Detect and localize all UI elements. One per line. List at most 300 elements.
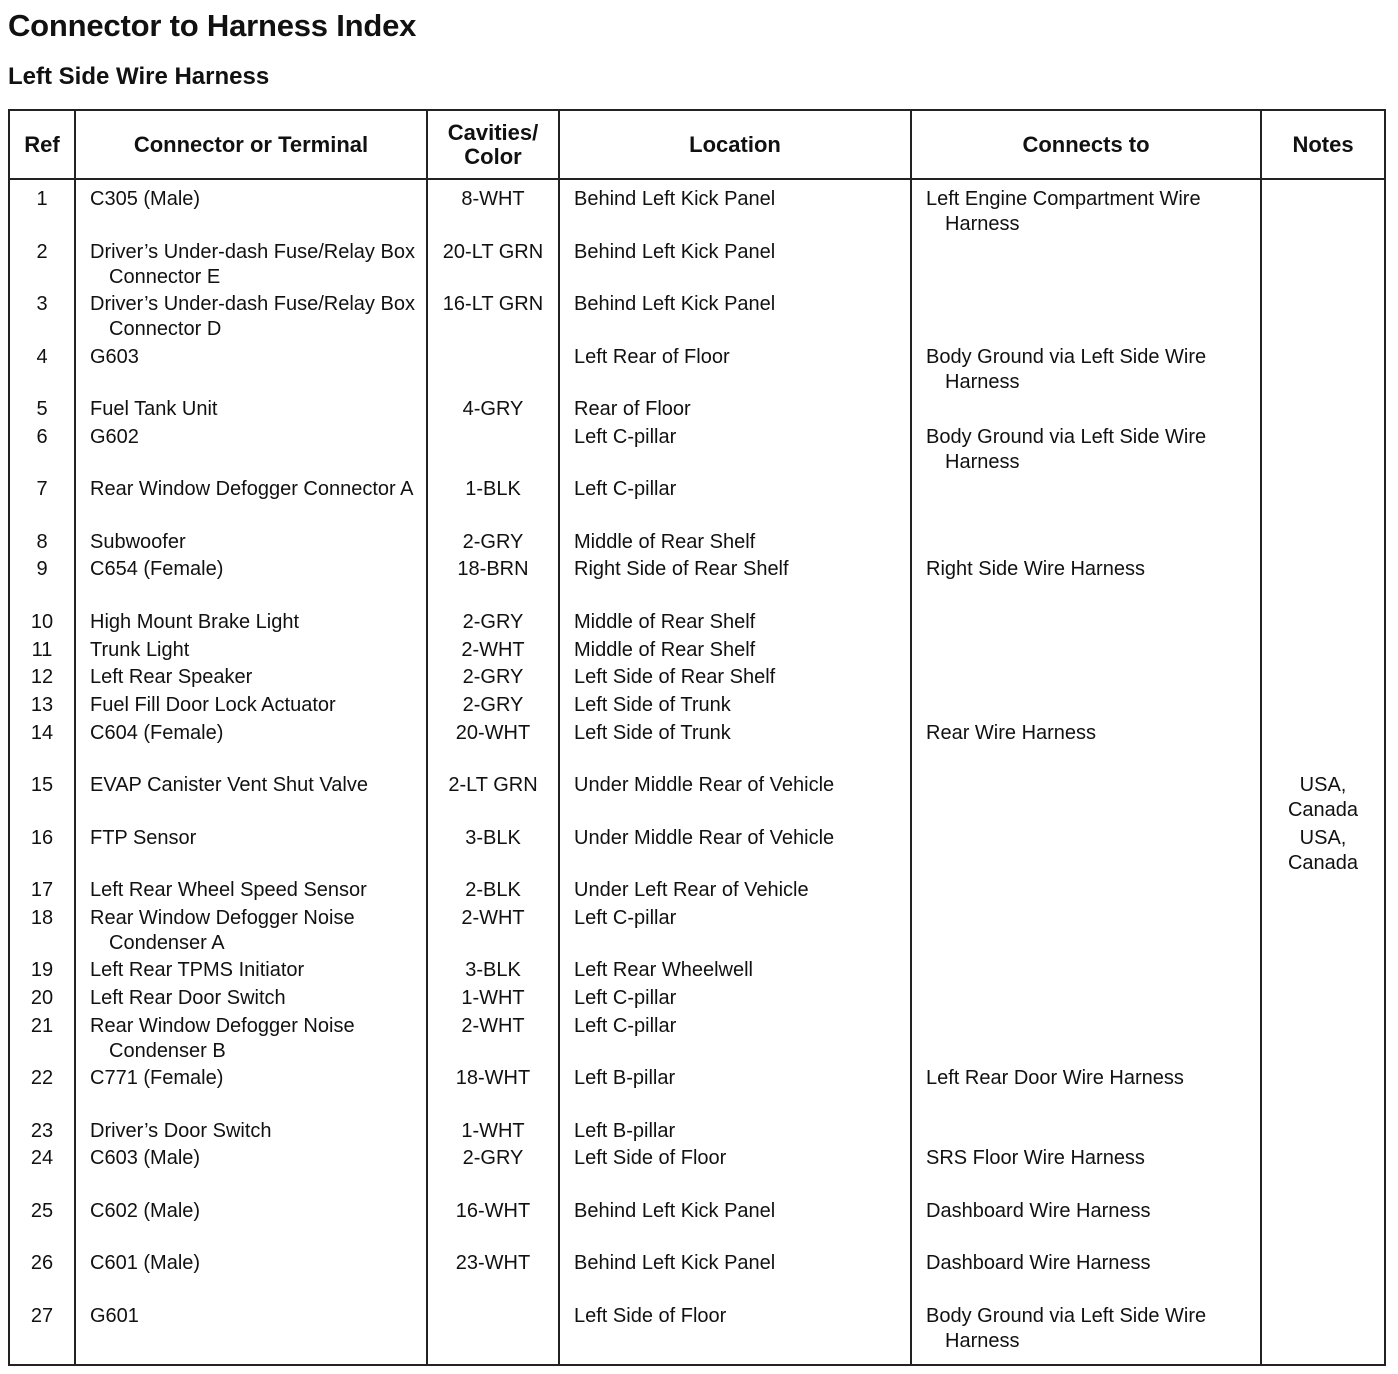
cell-connector-text: C603 (Male) bbox=[90, 1147, 201, 1170]
cell-ref bbox=[9, 826, 75, 879]
cell-location bbox=[559, 240, 911, 293]
cell-ref bbox=[9, 958, 75, 986]
cell-cavities bbox=[427, 240, 559, 293]
cell-cavities bbox=[427, 906, 559, 959]
table-row bbox=[9, 958, 1385, 986]
table-row bbox=[9, 557, 1385, 610]
cell-connector-text: Left Rear Speaker bbox=[90, 666, 253, 689]
cell-connects-to-text: Body Ground via Left Side Wire Harness bbox=[926, 345, 1207, 393]
header-location: Location bbox=[559, 110, 911, 179]
cell-cavities-text: 3-BLK bbox=[465, 959, 521, 982]
cell-cavities-text: 20-LT GRN bbox=[442, 240, 544, 263]
cell-ref bbox=[9, 397, 75, 425]
cell-notes bbox=[1261, 557, 1385, 610]
cell-ref bbox=[9, 1146, 75, 1199]
table-row bbox=[9, 986, 1385, 1014]
table-row bbox=[9, 240, 1385, 293]
table-row bbox=[9, 878, 1385, 906]
cell-notes bbox=[1261, 986, 1385, 1014]
cell-cavities bbox=[427, 693, 559, 721]
cell-connects-to bbox=[911, 1304, 1261, 1366]
cell-ref bbox=[9, 530, 75, 558]
cell-connector bbox=[75, 477, 427, 530]
table-row bbox=[9, 1014, 1385, 1067]
cell-ref-text: 20 bbox=[30, 987, 54, 1009]
cell-connector bbox=[75, 345, 427, 398]
cell-location-text: Left C-pillar bbox=[574, 987, 677, 1009]
cell-connects-to bbox=[911, 906, 1261, 959]
cell-location-text: Left C-pillar bbox=[574, 906, 677, 929]
cell-connector-text: C601 (Male) bbox=[90, 1252, 201, 1275]
cell-location bbox=[559, 1119, 911, 1147]
cell-connector-text: Fuel Fill Door Lock Actuator bbox=[90, 693, 336, 716]
cell-connects-to-text: Dashboard Wire Harness bbox=[926, 1252, 1151, 1275]
cell-cavities-text: 2-LT GRN bbox=[448, 774, 538, 797]
cell-connects-to bbox=[911, 477, 1261, 530]
cell-location-text: Left Side of Trunk bbox=[574, 721, 731, 744]
cell-cavities bbox=[427, 1199, 559, 1252]
cell-connects-to bbox=[911, 292, 1261, 345]
cell-connector-text: EVAP Canister Vent Shut Valve bbox=[90, 774, 368, 797]
cell-location bbox=[559, 345, 911, 398]
table-row bbox=[9, 477, 1385, 530]
cell-cavities bbox=[427, 1066, 559, 1119]
cell-connects-to bbox=[911, 557, 1261, 610]
cell-location bbox=[559, 878, 911, 906]
table-row bbox=[9, 425, 1385, 478]
cell-connects-to-text: Left Rear Door Wire Harness bbox=[926, 1067, 1184, 1090]
cell-cavities-text: 16-LT GRN bbox=[442, 293, 544, 315]
cell-connector bbox=[75, 610, 427, 638]
cell-notes bbox=[1261, 1119, 1385, 1147]
cell-notes bbox=[1261, 477, 1385, 530]
table-row bbox=[9, 693, 1385, 721]
cell-ref bbox=[9, 906, 75, 959]
cell-location-text: Left Rear of Floor bbox=[574, 345, 730, 368]
cell-notes bbox=[1261, 1304, 1385, 1366]
cell-cavities-text: 8-WHT bbox=[461, 188, 525, 210]
cell-connects-to bbox=[911, 345, 1261, 398]
cell-connector bbox=[75, 958, 427, 986]
cell-cavities bbox=[427, 1119, 559, 1147]
cell-connector bbox=[75, 1199, 427, 1252]
cell-ref-text: 18 bbox=[30, 906, 54, 929]
cell-connector-text: C771 (Female) bbox=[90, 1067, 224, 1090]
cell-connector bbox=[75, 693, 427, 721]
table-row bbox=[9, 610, 1385, 638]
cell-location-text: Left C-pillar bbox=[574, 425, 677, 448]
cell-cavities-text: 18-WHT bbox=[455, 1067, 531, 1090]
cell-location-text: Left B-pillar bbox=[574, 1119, 676, 1142]
cell-cavities-text: 16-WHT bbox=[455, 1199, 531, 1222]
cell-connects-to bbox=[911, 958, 1261, 986]
cell-connects-to-text: Left Engine Compartment Wire Harness bbox=[926, 188, 1201, 235]
cell-location bbox=[559, 1014, 911, 1067]
cell-connector bbox=[75, 1014, 427, 1067]
connector-index-table bbox=[8, 109, 1386, 1366]
cell-connector-text: G603 bbox=[90, 345, 139, 368]
cell-cavities bbox=[427, 557, 559, 610]
cell-cavities-text: 2-WHT bbox=[461, 638, 525, 661]
table-row bbox=[9, 1251, 1385, 1304]
cell-location-text: Under Left Rear of Vehicle bbox=[574, 879, 809, 902]
cell-ref bbox=[9, 693, 75, 721]
cell-location bbox=[559, 477, 911, 530]
cell-location bbox=[559, 826, 911, 879]
cell-connector-text: Left Rear Wheel Speed Sensor bbox=[90, 879, 367, 902]
cell-cavities bbox=[427, 1146, 559, 1199]
cell-ref-text: 13 bbox=[30, 693, 54, 716]
cell-notes bbox=[1261, 292, 1385, 345]
cell-ref-text: 6 bbox=[36, 425, 48, 448]
cell-ref bbox=[9, 240, 75, 293]
cell-connector-text: G601 bbox=[90, 1304, 139, 1327]
cell-ref bbox=[9, 610, 75, 638]
cell-cavities bbox=[427, 345, 559, 398]
cell-location bbox=[559, 906, 911, 959]
cell-location-text: Under Middle Rear of Vehicle bbox=[574, 774, 835, 797]
cell-location bbox=[559, 397, 911, 425]
cell-ref-text: 14 bbox=[30, 721, 54, 744]
header-notes: Notes bbox=[1261, 110, 1385, 179]
cell-location bbox=[559, 530, 911, 558]
cell-notes bbox=[1261, 397, 1385, 425]
cell-ref-text: 21 bbox=[30, 1014, 54, 1037]
cell-location bbox=[559, 179, 911, 240]
table-header-row bbox=[9, 110, 1385, 179]
table-row bbox=[9, 345, 1385, 398]
cell-ref bbox=[9, 425, 75, 478]
cell-cavities bbox=[427, 826, 559, 879]
cell-notes bbox=[1261, 610, 1385, 638]
cell-ref bbox=[9, 665, 75, 693]
cell-cavities bbox=[427, 477, 559, 530]
cell-cavities-text: 2-GRY bbox=[462, 693, 524, 716]
cell-cavities-text: 18-BRN bbox=[457, 558, 529, 581]
cell-connects-to bbox=[911, 693, 1261, 721]
cell-connector bbox=[75, 721, 427, 774]
cell-connects-to bbox=[911, 610, 1261, 638]
cell-ref-text: 22 bbox=[30, 1067, 54, 1090]
cell-location-text: Behind Left Kick Panel bbox=[574, 293, 776, 315]
cell-ref-text: 17 bbox=[30, 879, 54, 902]
cell-ref-text: 10 bbox=[30, 610, 54, 633]
cell-location-text: Right Side of Rear Shelf bbox=[574, 558, 789, 581]
cell-notes bbox=[1261, 1066, 1385, 1119]
cell-connector-text: C654 (Female) bbox=[90, 558, 224, 581]
cell-connector-text: C604 (Female) bbox=[90, 721, 224, 744]
cell-ref-text: 12 bbox=[30, 666, 54, 689]
cell-connects-to bbox=[911, 425, 1261, 478]
cell-location bbox=[559, 1199, 911, 1252]
cell-ref bbox=[9, 292, 75, 345]
cell-location bbox=[559, 425, 911, 478]
cell-cavities bbox=[427, 958, 559, 986]
cell-connector-text: C602 (Male) bbox=[90, 1199, 201, 1222]
cell-location-text: Left C-pillar bbox=[574, 478, 677, 501]
cell-ref bbox=[9, 638, 75, 666]
cell-location-text: Middle of Rear Shelf bbox=[574, 638, 756, 661]
cell-notes bbox=[1261, 826, 1385, 879]
cell-cavities bbox=[427, 292, 559, 345]
cell-notes bbox=[1261, 1146, 1385, 1199]
cell-ref bbox=[9, 721, 75, 774]
cell-connects-to-text: Body Ground via Left Side Wire Harness bbox=[926, 425, 1207, 473]
cell-connects-to bbox=[911, 1066, 1261, 1119]
cell-ref-text: 8 bbox=[36, 530, 48, 553]
cell-ref-text: 3 bbox=[36, 293, 48, 315]
cell-connector bbox=[75, 638, 427, 666]
cell-ref bbox=[9, 345, 75, 398]
cell-connector-text: Rear Window Defogger Noise Condenser A bbox=[90, 906, 355, 954]
cell-ref-text: 23 bbox=[30, 1119, 54, 1142]
cell-connects-to bbox=[911, 773, 1261, 826]
header-connects-to: Connects to bbox=[911, 110, 1261, 179]
cell-cavities bbox=[427, 530, 559, 558]
cell-location-text: Behind Left Kick Panel bbox=[574, 188, 776, 210]
page-title: Connector to Harness Index bbox=[8, 8, 417, 43]
cell-notes bbox=[1261, 179, 1385, 240]
cell-location bbox=[559, 557, 911, 610]
cell-cavities bbox=[427, 1251, 559, 1304]
cell-ref-text: 11 bbox=[31, 638, 53, 661]
cell-location bbox=[559, 1304, 911, 1366]
cell-location-text: Middle of Rear Shelf bbox=[574, 530, 756, 553]
table-row bbox=[9, 721, 1385, 774]
cell-ref-text: 27 bbox=[30, 1304, 54, 1327]
cell-connector-text: G602 bbox=[90, 425, 139, 448]
cell-connector bbox=[75, 425, 427, 478]
cell-connects-to bbox=[911, 240, 1261, 293]
cell-location-text: Left Side of Trunk bbox=[574, 693, 731, 716]
table-row bbox=[9, 1119, 1385, 1147]
cell-location-text: Left Side of Floor bbox=[574, 1304, 727, 1327]
cell-cavities-text: 23-WHT bbox=[455, 1252, 531, 1275]
cell-location-text: Behind Left Kick Panel bbox=[574, 1199, 776, 1222]
cell-connects-to-text: Right Side Wire Harness bbox=[926, 558, 1145, 581]
cell-location bbox=[559, 958, 911, 986]
cell-notes bbox=[1261, 958, 1385, 986]
cell-connector-text: Rear Window Defogger Connector A bbox=[90, 478, 414, 501]
cell-location-text: Behind Left Kick Panel bbox=[574, 240, 776, 263]
cell-location bbox=[559, 638, 911, 666]
cell-location bbox=[559, 1251, 911, 1304]
cell-cavities bbox=[427, 397, 559, 425]
cell-connector-text: High Mount Brake Light bbox=[90, 610, 300, 633]
cell-connects-to bbox=[911, 179, 1261, 240]
cell-cavities bbox=[427, 610, 559, 638]
cell-notes bbox=[1261, 773, 1385, 826]
table-row bbox=[9, 179, 1385, 240]
cell-ref bbox=[9, 1066, 75, 1119]
table-row bbox=[9, 292, 1385, 345]
cell-location-text: Rear of Floor bbox=[574, 398, 691, 420]
cell-connects-to-text: Rear Wire Harness bbox=[926, 721, 1097, 744]
cell-ref-text: 16 bbox=[30, 826, 54, 849]
cell-connector bbox=[75, 179, 427, 240]
cell-location-text: Middle of Rear Shelf bbox=[574, 610, 756, 633]
cell-connector bbox=[75, 1304, 427, 1366]
table-row bbox=[9, 1146, 1385, 1199]
cell-ref-text: 19 bbox=[30, 959, 54, 982]
cell-connects-to bbox=[911, 986, 1261, 1014]
cell-connector bbox=[75, 826, 427, 879]
cell-connector bbox=[75, 878, 427, 906]
cell-location bbox=[559, 610, 911, 638]
cell-notes bbox=[1261, 530, 1385, 558]
cell-notes bbox=[1261, 345, 1385, 398]
cell-ref-text: 26 bbox=[30, 1252, 54, 1275]
cell-notes-text: USA, Canada bbox=[1287, 826, 1359, 874]
cell-cavities bbox=[427, 1014, 559, 1067]
cell-connects-to bbox=[911, 826, 1261, 879]
cell-notes bbox=[1261, 240, 1385, 293]
cell-notes-text: USA, Canada bbox=[1287, 774, 1359, 822]
cell-ref-text: 15 bbox=[30, 774, 54, 797]
cell-ref-text: 9 bbox=[36, 558, 48, 581]
cell-cavities bbox=[427, 986, 559, 1014]
table-row bbox=[9, 1199, 1385, 1252]
cell-connects-to bbox=[911, 878, 1261, 906]
cell-ref-text: 24 bbox=[30, 1147, 54, 1170]
table-row bbox=[9, 397, 1385, 425]
cell-connector-text: Fuel Tank Unit bbox=[90, 398, 218, 420]
cell-notes bbox=[1261, 1014, 1385, 1067]
cell-ref bbox=[9, 477, 75, 530]
cell-cavities bbox=[427, 425, 559, 478]
cell-connects-to bbox=[911, 665, 1261, 693]
cell-location bbox=[559, 721, 911, 774]
cell-notes bbox=[1261, 906, 1385, 959]
cell-connects-to-text: Body Ground via Left Side Wire Harness bbox=[926, 1304, 1207, 1352]
cell-connects-to bbox=[911, 1199, 1261, 1252]
cell-location-text: Under Middle Rear of Vehicle bbox=[574, 826, 835, 849]
cell-connects-to bbox=[911, 1251, 1261, 1304]
cell-connector-text: C305 (Male) bbox=[90, 188, 201, 210]
table-row bbox=[9, 665, 1385, 693]
header-connector: Connector or Terminal bbox=[75, 110, 427, 179]
cell-location bbox=[559, 773, 911, 826]
cell-ref bbox=[9, 986, 75, 1014]
cell-notes bbox=[1261, 665, 1385, 693]
header-cavities-line1: Cavities/ bbox=[447, 119, 539, 145]
cell-connector bbox=[75, 557, 427, 610]
cell-ref-text: 5 bbox=[36, 398, 48, 420]
cell-location-text: Left Rear Wheelwell bbox=[574, 959, 753, 982]
cell-connector bbox=[75, 906, 427, 959]
cell-cavities-text: 2-GRY bbox=[462, 1147, 524, 1170]
cell-cavities-text: 2-WHT bbox=[461, 1014, 525, 1037]
cell-cavities bbox=[427, 773, 559, 826]
cell-location-text: Behind Left Kick Panel bbox=[574, 1252, 776, 1275]
cell-connector-text: Left Rear TPMS Initiator bbox=[90, 959, 305, 982]
cell-connector bbox=[75, 1066, 427, 1119]
cell-location bbox=[559, 986, 911, 1014]
cell-connects-to bbox=[911, 721, 1261, 774]
cell-cavities-text: 3-BLK bbox=[465, 826, 521, 849]
cell-location bbox=[559, 1146, 911, 1199]
cell-cavities bbox=[427, 665, 559, 693]
cell-cavities bbox=[427, 1304, 559, 1366]
cell-connects-to-text: SRS Floor Wire Harness bbox=[926, 1147, 1145, 1170]
header-ref: Ref bbox=[9, 110, 75, 179]
cell-location bbox=[559, 693, 911, 721]
cell-connects-to bbox=[911, 1014, 1261, 1067]
cell-connector bbox=[75, 530, 427, 558]
cell-cavities-text: 2-BLK bbox=[465, 879, 521, 902]
cell-connector-text: Trunk Light bbox=[90, 638, 190, 661]
cell-connector-text: Driver’s Under-dash Fuse/Relay Box Connector D bbox=[90, 293, 415, 340]
cell-location bbox=[559, 1066, 911, 1119]
cell-connector bbox=[75, 773, 427, 826]
cell-connector-text: Driver’s Under-dash Fuse/Relay Box Connector E bbox=[90, 240, 415, 288]
cell-connects-to bbox=[911, 397, 1261, 425]
cell-location bbox=[559, 665, 911, 693]
cell-connector bbox=[75, 292, 427, 345]
cell-ref-text: 1 bbox=[36, 188, 48, 210]
header-cavities bbox=[427, 110, 559, 179]
table-row bbox=[9, 638, 1385, 666]
cell-cavities-text: 2-WHT bbox=[461, 906, 525, 929]
cell-cavities bbox=[427, 179, 559, 240]
cell-location-text: Left Side of Rear Shelf bbox=[574, 666, 776, 689]
cell-ref bbox=[9, 557, 75, 610]
cell-cavities-text: 4-GRY bbox=[462, 398, 524, 420]
cell-ref bbox=[9, 773, 75, 826]
cell-ref-text: 7 bbox=[36, 478, 48, 501]
cell-connector bbox=[75, 1251, 427, 1304]
cell-location-text: Left B-pillar bbox=[574, 1067, 676, 1090]
cell-ref bbox=[9, 1199, 75, 1252]
cell-connects-to-text: Dashboard Wire Harness bbox=[926, 1199, 1151, 1222]
cell-cavities bbox=[427, 721, 559, 774]
cell-cavities-text: 2-GRY bbox=[462, 610, 524, 633]
cell-cavities-text: 1-BLK bbox=[465, 478, 521, 501]
cell-notes bbox=[1261, 693, 1385, 721]
cell-cavities-text: 1-WHT bbox=[461, 1119, 525, 1142]
header-cavities-line2: Color bbox=[464, 143, 522, 169]
cell-connector bbox=[75, 1119, 427, 1147]
cell-connector bbox=[75, 1146, 427, 1199]
cell-cavities-text: 2-GRY bbox=[462, 530, 524, 553]
cell-cavities-text: 20-WHT bbox=[455, 721, 531, 744]
cell-cavities bbox=[427, 638, 559, 666]
cell-connects-to bbox=[911, 530, 1261, 558]
cell-notes bbox=[1261, 1199, 1385, 1252]
cell-connects-to bbox=[911, 1146, 1261, 1199]
cell-cavities-text: 2-GRY bbox=[462, 666, 524, 689]
table-row bbox=[9, 906, 1385, 959]
table-row bbox=[9, 1304, 1385, 1366]
cell-connector bbox=[75, 397, 427, 425]
cell-notes bbox=[1261, 638, 1385, 666]
cell-cavities bbox=[427, 878, 559, 906]
cell-connector-text: FTP Sensor bbox=[90, 826, 197, 849]
section-title: Left Side Wire Harness bbox=[8, 63, 270, 90]
table-row bbox=[9, 530, 1385, 558]
cell-ref bbox=[9, 1304, 75, 1366]
cell-notes bbox=[1261, 425, 1385, 478]
cell-ref bbox=[9, 878, 75, 906]
cell-ref bbox=[9, 1014, 75, 1067]
table-body bbox=[9, 179, 1385, 1365]
cell-connector bbox=[75, 986, 427, 1014]
cell-notes bbox=[1261, 721, 1385, 774]
cell-ref bbox=[9, 179, 75, 240]
table-row bbox=[9, 826, 1385, 879]
cell-location-text: Left C-pillar bbox=[574, 1014, 677, 1037]
cell-connector-text: Left Rear Door Switch bbox=[90, 987, 286, 1009]
